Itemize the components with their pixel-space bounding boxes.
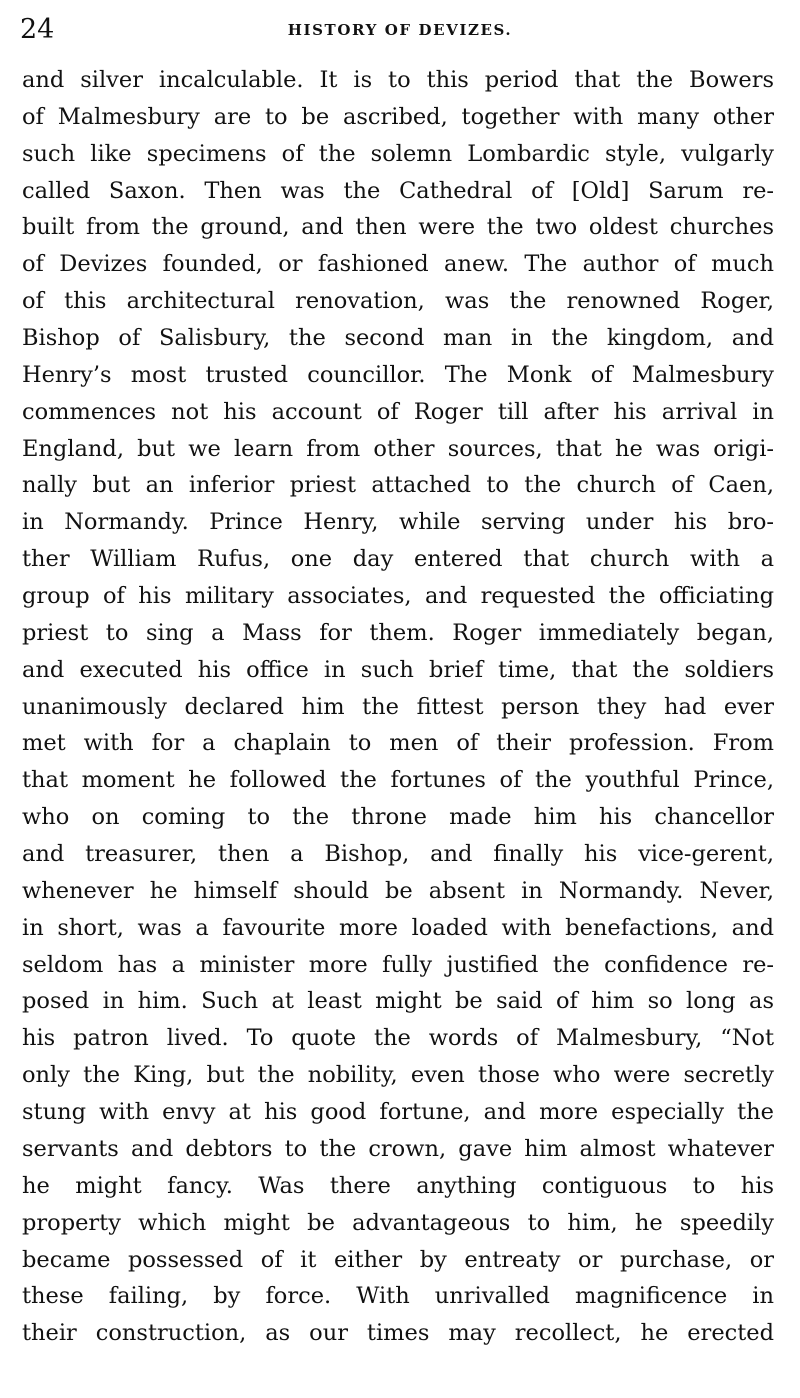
text-line: unanimously declared him the fittest person they had ever — [22, 693, 774, 720]
text-line: Bishop of Salisbury, the second man in the kingdom, and — [22, 325, 774, 352]
text-line: servants and debtors to the crown, gave him almost whatever — [22, 1135, 774, 1162]
page-number: 24 — [20, 14, 55, 45]
text-line: in Normandy. Prince Henry, while serving under his bro- — [22, 509, 774, 536]
text-line: became possessed of it either by entreaty or purchase, or — [22, 1246, 774, 1273]
text-line: posed in him. Such at least might be said of him so long as — [22, 988, 774, 1015]
text-line: seldom has a minister more fully justified the confidence re- — [22, 951, 774, 978]
running-title: HISTORY OF DEVIZES. — [287, 21, 513, 39]
text-line: and treasurer, then a Bishop, and finally his vice-gerent, — [22, 841, 774, 868]
text-line: Henry’s most trusted councillor. The Monk of Malmesbury — [22, 361, 774, 388]
text-line: ther William Rufus, one day entered that church with a — [22, 546, 774, 573]
text-line: property which might be advantageous to him, he speedily — [22, 1209, 774, 1236]
text-line: nally but an inferior priest attached to the church of Caen, — [22, 472, 774, 499]
text-line: of Devizes founded, or fashioned anew. The author of much — [22, 251, 774, 278]
text-line: built from the ground, and then were the two oldest churches — [22, 214, 774, 241]
text-line: that moment he followed the fortunes of the youthful Prince, — [22, 767, 774, 794]
text-line: England, but we learn from other sources, that he was origi- — [22, 435, 774, 462]
text-line: commences not his account of Roger till after his arrival in — [22, 398, 774, 425]
text-line: of Malmesbury are to be ascribed, together with many other — [22, 103, 774, 130]
text-line: who on coming to the throne made him his chancellor — [22, 804, 774, 831]
text-line: priest to sing a Mass for them. Roger immediately began, — [22, 619, 774, 646]
text-line: called Saxon. Then was the Cathedral of [Old] Sarum re- — [22, 177, 774, 204]
text-line: only the King, but the nobility, even those who were secretly — [22, 1062, 774, 1089]
text-line: met with for a chaplain to men of their profession. From — [22, 730, 774, 757]
text-line: and silver incalculable. It is to this period that the Bowers — [22, 67, 774, 93]
page-header — [20, 14, 780, 50]
text-line: whenever he himself should be absent in Normandy. Never, — [22, 877, 774, 904]
text-line: group of his military associates, and requested the officiating — [22, 583, 774, 610]
text-line: such like specimens of the solemn Lombardic style, vulgarly — [22, 140, 774, 167]
body-text — [22, 62, 774, 1352]
text-line: of this architectural renovation, was the renowned Roger, — [22, 288, 774, 315]
text-line: his patron lived. To quote the words of Malmesbury, “Not — [22, 1025, 774, 1052]
text-line: these failing, by force. With unrivalled magnificence in — [22, 1283, 774, 1310]
text-line: their construction, as our times may recollect, he erected — [22, 1320, 774, 1347]
text-line: and executed his office in such brief time, that the soldiers — [22, 656, 774, 683]
text-line: he might fancy. Was there anything contiguous to his — [22, 1172, 774, 1199]
text-line: in short, was a favourite more loaded with benefactions, and — [22, 914, 774, 941]
text-line: stung with envy at his good fortune, and more especially the — [22, 1099, 774, 1126]
